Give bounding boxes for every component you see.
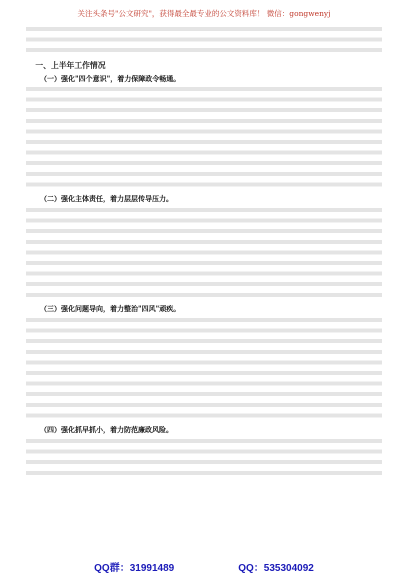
- subsection-4-title-line: [26, 425, 382, 436]
- footer-contacts: [0, 559, 408, 574]
- subsection-1-title: （一）强化"四个意识"，着力保障政令畅通。: [40, 73, 181, 83]
- subsection-1-body: [26, 84, 382, 190]
- subsection-3-body: [26, 315, 382, 421]
- subsection-2-body: [26, 205, 382, 300]
- subsection-4-title: （四）强化抓早抓小，着力防范廉政风险。: [40, 424, 173, 434]
- section-heading: 一、上半年工作情况: [35, 60, 106, 70]
- subsection-2-title: （二）强化主体责任，着力层层传导压力。: [40, 194, 173, 204]
- subsection-3-title: （三）强化问题导向，着力整治"四风"顽疾。: [40, 304, 181, 314]
- promo-banner: 关注头条号"公文研究"，获得最全最专业的公文资料库！ 微信：gongwenyj: [77, 9, 331, 18]
- subsection-1-title-line: [26, 74, 382, 85]
- subsection-4-body: [26, 436, 382, 478]
- intro-paragraph: [26, 24, 382, 56]
- subsection-2-title-line: [26, 194, 382, 205]
- qq-number-label: QQ：535304092: [238, 563, 314, 574]
- qq-group-label: QQ群：31991489: [94, 563, 175, 574]
- subsection-3-title-line: [26, 304, 382, 315]
